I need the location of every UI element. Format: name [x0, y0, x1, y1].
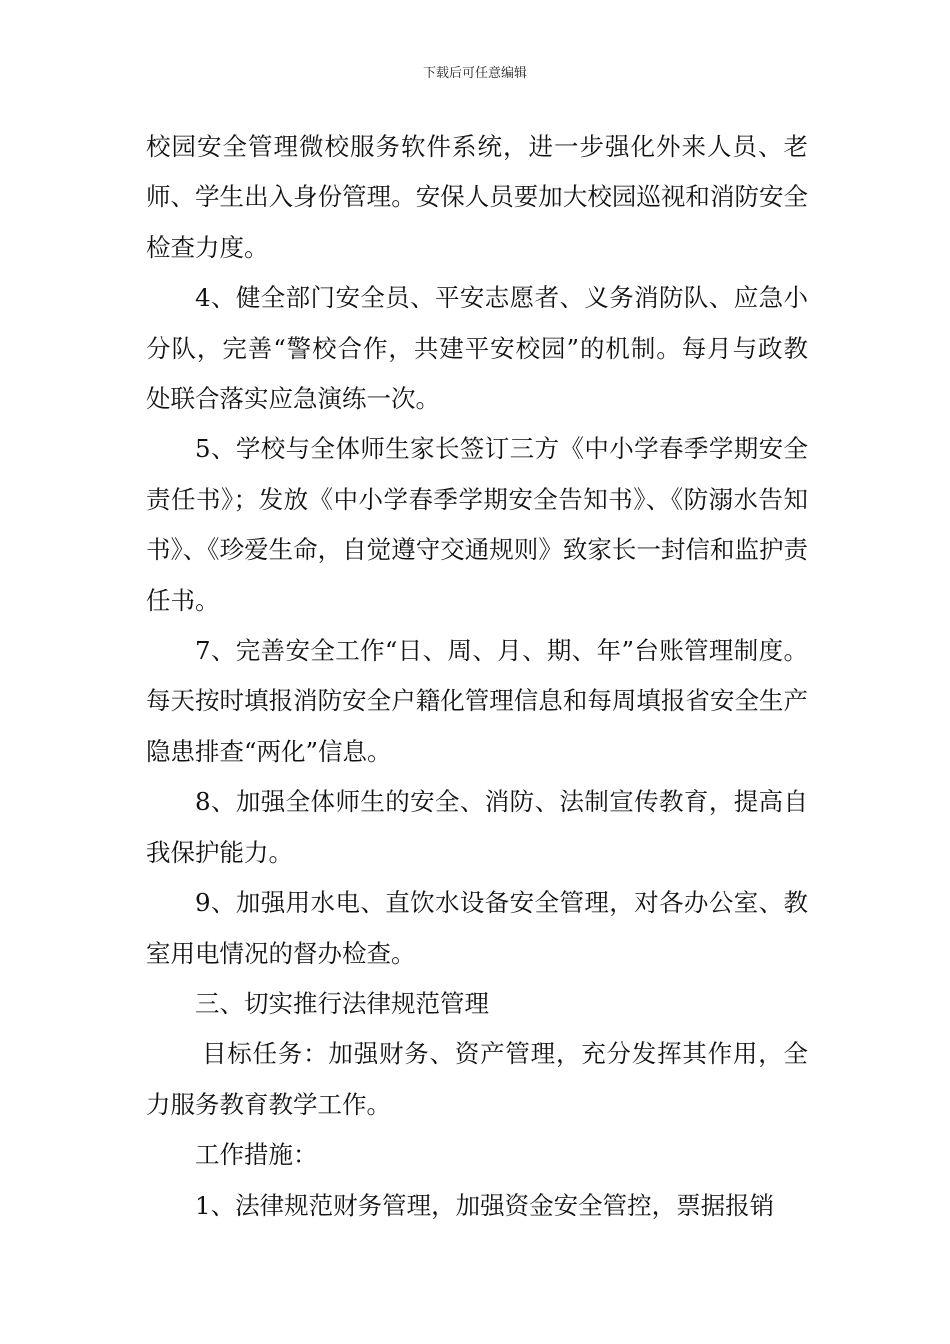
paragraph-campus-security: 校园安全管理微校服务软件系统，进一步强化外来人员、老师、学生出入身份管理。安保人员要加大校园巡视和消防安全检查力度。: [146, 132, 808, 262]
paragraph-item-5: 5、学校与全体师生家长签订三方《中小学春季学期安全责任书》；发放《中小学春季学期安全告知书》、《防溺水告知书》、《珍爱生命，自觉遵守交通规则》致家长一封信和监护责任书。: [146, 434, 808, 615]
paragraph-goal-task: 目标任务：加强财务、资产管理，充分发挥其作用，全力服务教育教学工作。: [146, 1039, 808, 1119]
document-body: [146, 122, 808, 1231]
section-heading-3: 三、切实推行法律规范管理: [195, 988, 489, 1018]
paragraph-work-measures: 工作措施：: [195, 1140, 318, 1170]
page-header: 下载后可任意编辑: [422, 66, 527, 81]
paragraph-item-9: 9、加强用水电、直饮水设备安全管理，对各办公室、教室用电情况的督办检查。: [146, 888, 808, 968]
paragraph-item-4: 4、健全部门安全员、平安志愿者、义务消防队、应急小分队，完善“警校合作，共建平安校园”的机制。每月与政教处联合落实应急演练一次。: [146, 283, 808, 414]
paragraph-item-7: 7、完善安全工作“日、周、月、期、年”台账管理制度。每天按时填报消防安全户籍化管理信息和每周填报省安全生产隐患排查“两化”信息。: [146, 636, 808, 766]
paragraph-item-8: 8、加强全体师生的安全、消防、法制宣传教育，提高自我保护能力。: [146, 787, 808, 867]
paragraph-measure-1: 1、法律规范财务管理，加强资金安全管控，票据报销: [195, 1190, 775, 1220]
